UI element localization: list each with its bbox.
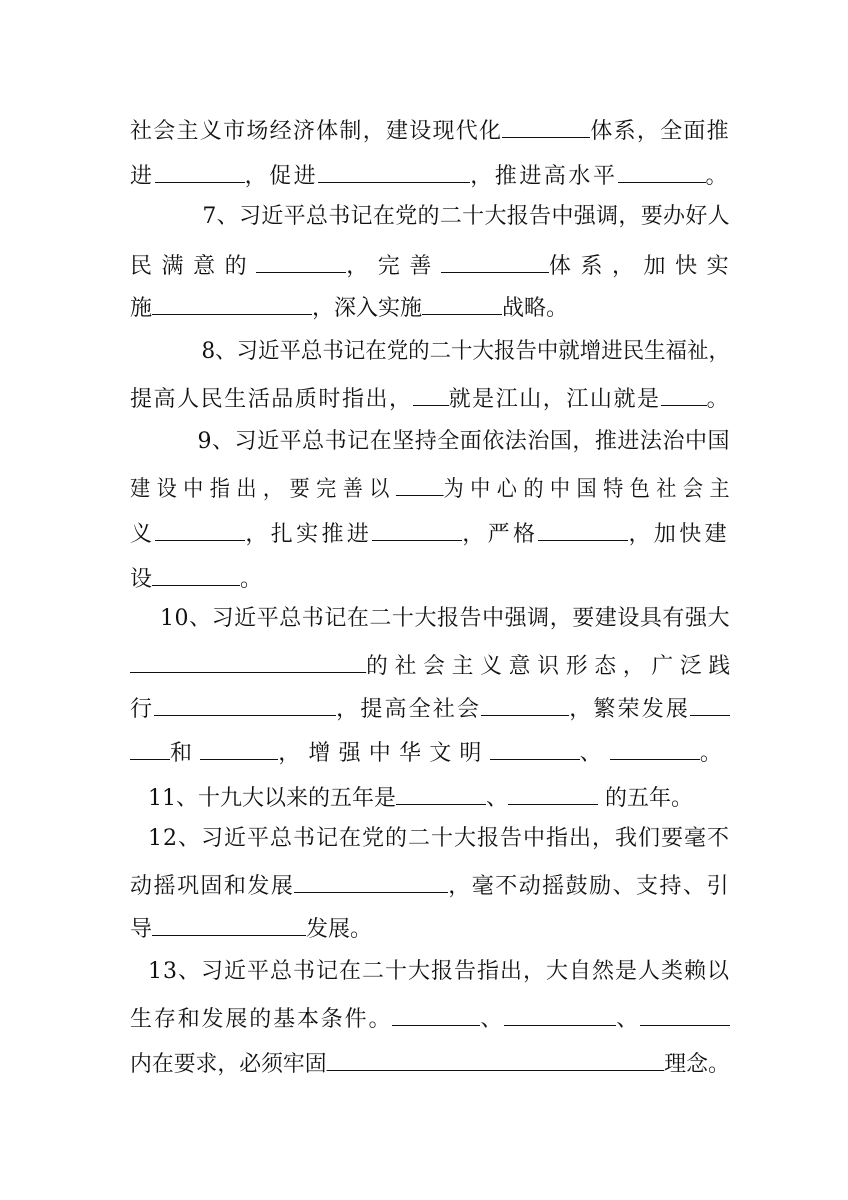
- line-text: ，严格: [462, 522, 539, 547]
- line-text: 10、习近平总书记在二十大报告中强调，要建设具有强大: [160, 606, 731, 631]
- text-line: [130, 913, 372, 944]
- text-line: [130, 563, 262, 594]
- line-text: 8、习近平总书记在党的二十大报告中就增进民生福祉，: [180, 339, 730, 364]
- fill-in-blank[interactable]: [372, 518, 462, 541]
- line-text: ，促进: [244, 164, 319, 189]
- fill-in-blank[interactable]: [327, 1048, 665, 1071]
- line-text: 理念。: [664, 1052, 730, 1077]
- line-text: ，提高全社会: [336, 697, 482, 722]
- line-text: 为 中 心 的 中 国 特 色 社 会 主: [443, 477, 730, 502]
- fill-in-blank[interactable]: [490, 737, 580, 760]
- text-line: [130, 693, 730, 724]
- text-line: [130, 383, 730, 414]
- fill-in-blank[interactable]: [152, 913, 306, 936]
- fill-in-blank[interactable]: [155, 160, 245, 183]
- text-line: [130, 650, 730, 681]
- line-text: 就是江山，江山就是: [448, 387, 661, 412]
- line-text: 提高人民生活品质时指出，: [130, 387, 413, 412]
- line-text: 导: [130, 917, 153, 942]
- line-text: 的五年。: [598, 786, 694, 811]
- line-text: 7、习近平总书记在党的二十大报告中强调，要办好人: [180, 204, 730, 229]
- fill-in-blank[interactable]: [422, 292, 502, 315]
- text-line: [130, 1048, 730, 1079]
- fill-in-blank[interactable]: [154, 693, 336, 716]
- text-line: [130, 115, 730, 146]
- line-text: 和: [170, 741, 201, 766]
- fill-in-blank[interactable]: [396, 473, 444, 496]
- line-text: ，毫不动摇鼓励、支持、引: [448, 874, 730, 899]
- fill-in-blank[interactable]: [640, 1003, 730, 1026]
- line-text: 9、习近平总书记在坚持全面依法治国，推进法治中国: [175, 429, 730, 454]
- text-line: [160, 605, 730, 633]
- fill-in-blank[interactable]: [152, 563, 240, 586]
- line-text: ，扎实推进: [245, 522, 373, 547]
- fill-in-blank[interactable]: [690, 693, 730, 716]
- line-text: 社会主义市场经济体制，建设现代化: [130, 119, 503, 144]
- line-text: 动摇巩固和发展: [130, 874, 295, 899]
- line-text: 进: [130, 164, 155, 189]
- line-text: 、: [486, 786, 509, 811]
- line-text: ，推进高水平: [470, 164, 618, 189]
- fill-in-blank[interactable]: [396, 782, 486, 805]
- line-text: 义: [130, 522, 156, 547]
- fill-in-blank[interactable]: [200, 737, 278, 760]
- line-text: 施: [130, 296, 153, 321]
- line-text: 的 社 会 主 义 意 识 形 态 ， 广 泛 践: [366, 654, 731, 679]
- fill-in-blank[interactable]: [318, 160, 470, 183]
- text-line: [130, 473, 730, 504]
- line-text: ，繁荣发展: [569, 697, 691, 722]
- fill-in-blank[interactable]: [538, 518, 628, 541]
- text-line: [180, 203, 730, 231]
- fill-in-blank[interactable]: [152, 292, 312, 315]
- fill-in-blank[interactable]: [130, 650, 366, 673]
- text-line: [130, 518, 730, 549]
- line-text: 12、习近平总书记在党的二十大报告中指出，我们要毫不: [148, 826, 730, 851]
- line-text: 体 系 ， 加 快 实: [548, 254, 730, 279]
- line-text: 战略。: [502, 296, 569, 321]
- line-text: 行: [130, 697, 155, 722]
- fill-in-blank[interactable]: [508, 782, 598, 805]
- line-text: 设: [130, 567, 153, 592]
- line-text: ，增强中华文明: [278, 741, 490, 766]
- fill-in-blank[interactable]: [610, 737, 700, 760]
- text-line: [130, 870, 730, 901]
- fill-in-blank[interactable]: [413, 383, 449, 406]
- line-text: 。: [240, 567, 263, 592]
- text-line: [130, 292, 568, 323]
- line-text: 体系，全面推: [590, 119, 730, 144]
- line-text: 。: [699, 741, 731, 766]
- text-line: [148, 825, 730, 853]
- line-text: 、: [579, 741, 610, 766]
- line-text: 。: [706, 387, 731, 412]
- fill-in-blank[interactable]: [481, 693, 569, 716]
- line-text: 生存和发展的基本条件。: [130, 1007, 393, 1032]
- fill-in-blank[interactable]: [256, 250, 346, 273]
- text-line: [130, 250, 730, 281]
- line-text: ，加快建: [628, 522, 730, 547]
- fill-in-blank[interactable]: [441, 250, 549, 273]
- text-line: [130, 1003, 730, 1034]
- line-text: 发展。: [306, 917, 373, 942]
- text-line: [148, 958, 730, 986]
- fill-in-blank[interactable]: [294, 870, 448, 893]
- line-text: 、: [616, 1007, 641, 1032]
- line-text: 、: [480, 1007, 505, 1032]
- line-text: 民 满 意 的: [130, 254, 257, 279]
- text-line: [148, 782, 693, 813]
- text-line: [175, 428, 730, 456]
- line-text: 。: [705, 164, 731, 189]
- fill-in-blank[interactable]: [130, 737, 170, 760]
- line-text: 11、十九大以来的五年是: [148, 786, 396, 811]
- text-line: [130, 737, 730, 768]
- fill-in-blank[interactable]: [155, 518, 245, 541]
- line-text: 建 设 中 指 出 ， 要 完 善 以: [130, 477, 396, 502]
- line-text: 内在要求，必须牢固: [130, 1052, 327, 1077]
- fill-in-blank[interactable]: [661, 383, 707, 406]
- line-text: ， 完 善: [346, 254, 441, 279]
- text-line: [180, 338, 730, 366]
- fill-in-blank[interactable]: [502, 115, 590, 138]
- line-text: 13、习近平总书记在二十大报告指出，大自然是人类赖以: [148, 959, 730, 984]
- text-line: [130, 160, 730, 191]
- fill-in-blank[interactable]: [392, 1003, 480, 1026]
- fill-in-blank[interactable]: [504, 1003, 616, 1026]
- fill-in-blank[interactable]: [618, 160, 706, 183]
- line-text: ，深入实施: [312, 296, 423, 321]
